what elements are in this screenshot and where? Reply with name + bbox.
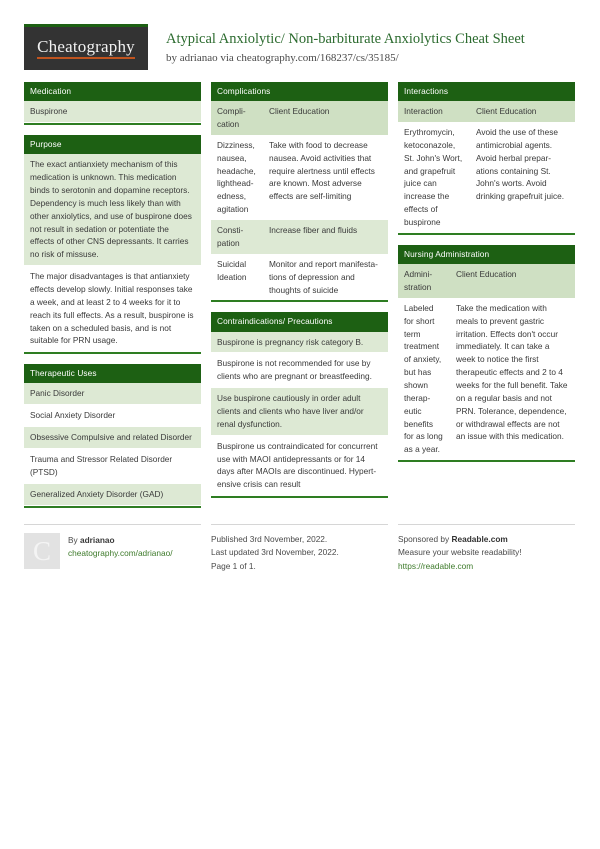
block-purpose	[24, 135, 201, 354]
author-by-prefix: By	[68, 534, 80, 545]
list-item: Buspirone is pregnancy risk category B.	[211, 332, 388, 354]
table-header-row	[211, 101, 388, 135]
table-row	[211, 254, 388, 301]
list-item: Trauma and Stressor Related Disorder (PTSD)	[24, 449, 201, 484]
sponsor-prefix: Sponsored by	[398, 533, 452, 544]
table-header-cell: Client Education	[456, 269, 517, 280]
block-title-nursing-administration: Nursing Administration	[398, 245, 575, 264]
author-profile-link	[68, 547, 173, 561]
table-cell: Labeled for short term treatment of anxiety, but has shown therapeutic benefits for as long as a year.	[404, 302, 443, 455]
block-complications	[211, 82, 388, 302]
block-interactions	[398, 82, 575, 235]
table-header-cell: Client Education	[476, 106, 537, 117]
list-item: Obsessive Compulsive and related Disorder	[24, 427, 201, 449]
page-title: Atypical Anxiolytic/ Non-barbiturate Anxiolytics Cheat Sheet	[166, 31, 525, 47]
avatar: C	[24, 533, 60, 569]
sponsor-name: Readable.com	[451, 533, 508, 544]
block-medication	[24, 82, 201, 125]
footer-author	[24, 524, 201, 569]
published-date: Published 3rd November, 2022.	[211, 533, 328, 544]
table-row	[211, 220, 388, 254]
page-number: Page 1 of 1.	[211, 560, 256, 571]
table-cell: Avoid the use of these antimicrobial agents. Avoid herbal preparations containing St. John's worts. Avoid drinking grapefruit juice.	[476, 127, 565, 202]
column-middle	[211, 82, 388, 508]
cheatography-logo[interactable]	[24, 24, 148, 70]
sponsor-tagline: Measure your website readability!	[398, 547, 522, 558]
sponsor-line	[398, 533, 575, 547]
table-row	[398, 122, 575, 233]
list-item: Use buspirone cautiously in order adult clients and clients who have liver and/or renal dysfunction.	[211, 388, 388, 436]
table-row	[398, 298, 575, 460]
block-therapeutic-uses	[24, 364, 201, 507]
column-right	[398, 82, 575, 472]
table-header-row	[398, 101, 575, 122]
sponsor-url[interactable]: https://readable.com	[398, 560, 474, 571]
block-title-medication: Medication	[24, 82, 201, 101]
table-cell: Constipation	[217, 225, 244, 248]
author-profile-url[interactable]: cheatography.com/adrianao/	[68, 548, 173, 559]
column-left	[24, 82, 201, 518]
page-byline[interactable]: by adrianao via cheatography.com/168237/cs/35185/	[166, 51, 399, 64]
block-title-interactions: Interactions	[398, 82, 575, 101]
list-item: Generalized Anxiety Disorder (GAD)	[24, 484, 201, 506]
block-title-complications: Complications	[211, 82, 388, 101]
table-header-cell: Interaction	[404, 106, 443, 117]
list-item: The exact antianxiety mechanism of this medication is unknown. This medication binds to serotonin and dopamine receptors. Dependency is much less likely than with other anxiolytics, and use of buspirone does not result in sedation or potentiate the effects of other CNS depressants. It carries no risk of missuse.	[24, 154, 201, 266]
author-byline	[68, 534, 173, 548]
block-nursing-administration	[398, 245, 575, 462]
list-item: Social Anxiety Disorder	[24, 405, 201, 427]
logo-text: Cheatography	[37, 38, 135, 59]
table-cell: Suicidal Ideation	[217, 258, 247, 282]
table-cell: Increase fiber and fluids	[269, 225, 358, 236]
author-lines	[68, 533, 173, 569]
block-contraindications	[211, 312, 388, 498]
table-header-cell: Client Education	[269, 106, 330, 117]
table-header-cell: Administration	[404, 269, 433, 292]
table-cell: Erythromycin, ketoconazole, St. John's Wort, and grapefruit juice can increase the effects of buspirone	[404, 127, 463, 228]
table-cell: Monitor and report manifestations of depression and thoughts of suicide	[269, 258, 378, 295]
block-title-contraindications: Contraindications/ Precautions	[211, 312, 388, 331]
content-columns	[0, 70, 600, 518]
block-title-purpose: Purpose	[24, 135, 201, 154]
sponsor-link-wrap	[398, 560, 575, 574]
table-header-row	[398, 264, 575, 298]
updated-date: Last updated 3rd November, 2022.	[211, 547, 339, 558]
list-item: The major disadvantages is that antianxiety effects develop slowly. Initial responses take a week, and at least 2 to 4 weeks for it to reach its full effects. As a result, buspirone is taken on a scheduled basis, and is not suitable for PRN usage.	[24, 266, 201, 352]
table-cell: Take with food to decrease nausea. Avoid activities that require alertness until effects are known. Most adverse effects are self-limiting	[269, 139, 375, 202]
list-item: Panic Disorder	[24, 383, 201, 405]
header-text-group	[166, 24, 525, 65]
table-cell: Dizziness, nausea, headache, lightheadedness, agitation	[217, 139, 256, 215]
page-header	[0, 0, 600, 70]
footer-publish-info	[211, 524, 388, 574]
page-footer	[0, 518, 600, 574]
block-title-therapeutic-uses: Therapeutic Uses	[24, 364, 201, 383]
list-item: Buspirone is not recommended for use by clients who are pregnant or breastfeeding.	[211, 353, 388, 388]
author-name: adrianao	[80, 534, 115, 545]
table-header-cell: Complication	[217, 106, 246, 130]
list-item: Buspirone	[24, 101, 201, 123]
table-cell: Take the medication with meals to prevent gastric irritation. Effects don't occur immediately. It can take a week to notice the first therapeutic effects and 2 to 4 weeks for the full benefit. Take on a regular basis and not PRN. Tolerance, dependence, or withdrawal effects are not an issue with this medication.	[456, 302, 568, 442]
table-row	[211, 135, 388, 220]
list-item: Buspirone us contraindicated for concurrent use with MAOI antidepressants or for 14 days after MAOIs are discontinued. Hypertensive crisis can result	[211, 436, 388, 496]
footer-sponsor	[398, 524, 575, 574]
